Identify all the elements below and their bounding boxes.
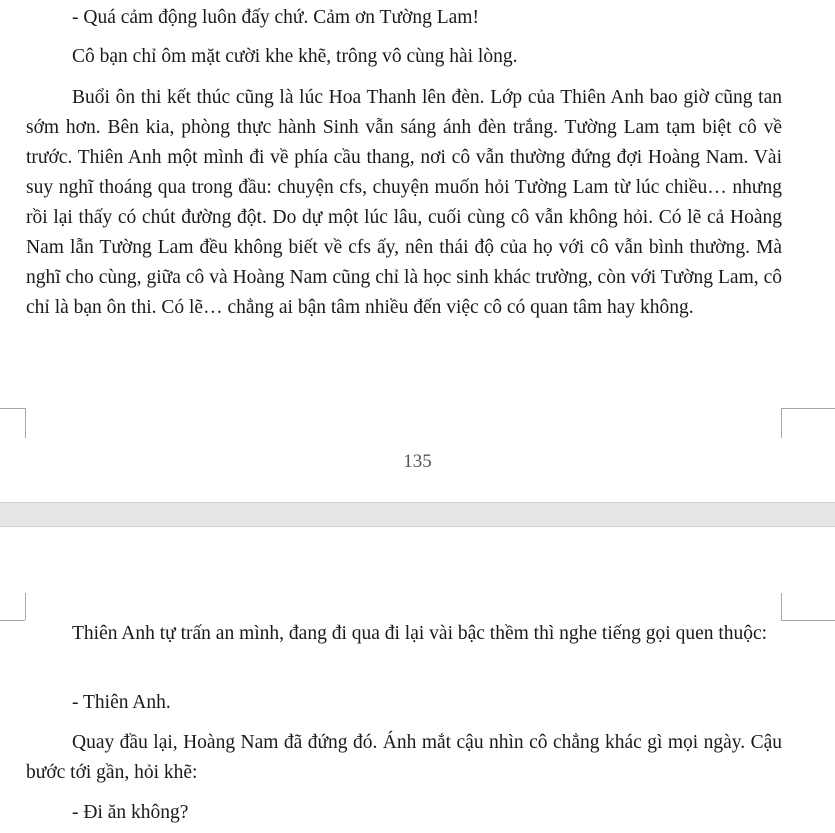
paragraph-dialogue-invite: - Đi ăn không? xyxy=(72,802,189,823)
paragraph-after-study-session: Buổi ôn thi kết thúc cũng là lúc Hoa Thanh lên đèn. Lớp của Thiên Anh bao giờ cũng tan sớm hơn. Bên kia, phòng thực hành Sinh vẫn sáng ánh đèn trắng. Tường Lam tạm biệt cô về trước. Thiên Anh một mình đi về phía cầu thang, nơi cô vẫn thường đứng đợi Hoàng Nam. Vài suy nghĩ thoáng qua trong đầu: chuyện cfs, chuyện muốn hỏi Tường Lam từ lúc chiều… nhưng rồi lại thấy có chút đường đột. Do dự một lúc lâu, cuối cùng cô vẫn không hỏi. Có lẽ cả Hoàng Nam lẫn Tường Lam đều không biết về cfs ấy, nên thái độ của họ với cô vẫn bình thường. Mà nghĩ cho cùng, giữa cô và Hoàng Nam cũng chỉ là học sinh khác trường, còn với Tường Lam, cô chỉ là bạn ôn thi. Có lẽ… chẳng ai bận tâm nhiều đến việc cô có quan tâm hay không. xyxy=(26,87,782,318)
paragraph-hoang-nam-appears: Quay đầu lại, Hoàng Nam đã đứng đó. Ánh mắt cậu nhìn cô chẳng khác gì mọi ngày. Cậu bước tới gần, hỏi khẽ: xyxy=(26,732,782,783)
paragraph-hears-familiar-call: Thiên Anh tự trấn an mình, đang đi qua đi lại vài bậc thềm thì nghe tiếng gọi quen thuộc: xyxy=(72,623,768,644)
paragraph-dialogue-thanks: - Quá cảm động luôn đấy chứ. Cảm ơn Tường Lam! xyxy=(72,7,479,28)
paragraph-friend-smiles: Cô bạn chỉ ôm mặt cười khe khẽ, trông vô cùng hài lòng. xyxy=(72,46,518,67)
page-number: 135 xyxy=(403,451,432,472)
paragraph-dialogue-name: - Thiên Anh. xyxy=(72,692,171,713)
document-page-136 xyxy=(0,527,835,833)
page-separator xyxy=(0,502,835,527)
